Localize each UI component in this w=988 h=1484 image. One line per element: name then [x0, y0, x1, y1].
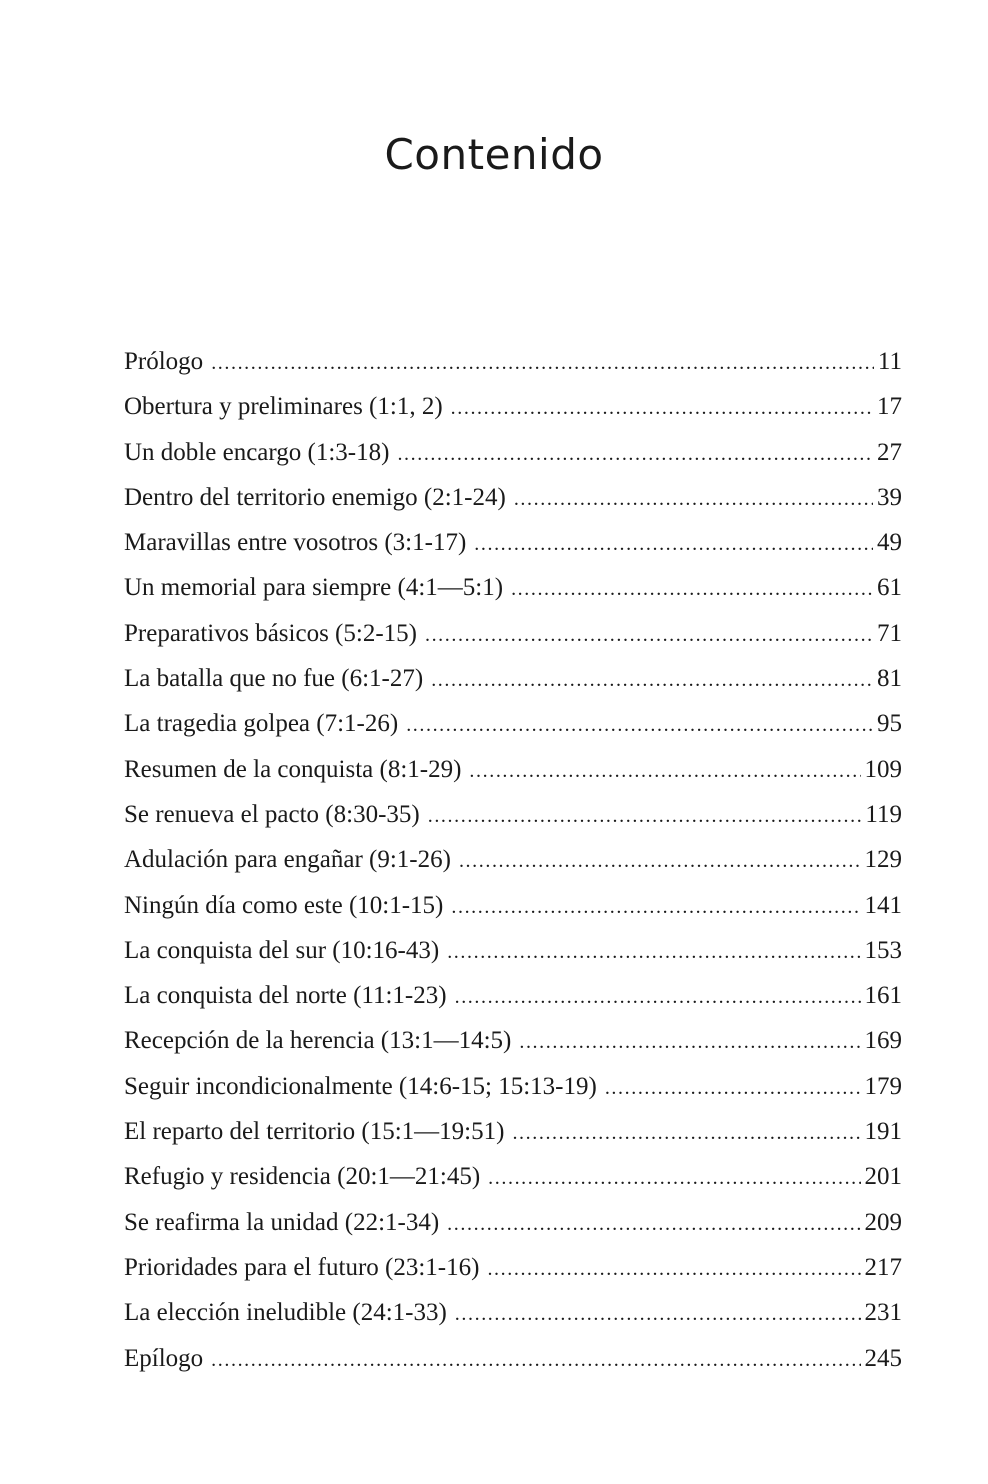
toc-entry-page: 109	[864, 755, 902, 783]
toc-entry-page: 179	[864, 1072, 902, 1100]
toc-entry-page: 71	[877, 619, 902, 647]
dot-leader	[451, 386, 873, 431]
toc-entry-page: 201	[864, 1163, 902, 1191]
dot-leader	[469, 749, 860, 794]
toc-entry	[124, 973, 902, 1018]
dot-leader	[451, 885, 860, 930]
toc-entry-page: 81	[877, 665, 902, 693]
toc-entry-page: 161	[864, 982, 902, 1010]
toc-entry	[124, 928, 902, 973]
toc-entry-page: 11	[877, 348, 902, 375]
toc-entry	[124, 792, 902, 837]
dot-leader	[447, 1202, 860, 1247]
toc-entry-title: Ningún día como este (10:1-15)	[124, 891, 444, 919]
toc-entry-title: Un doble encargo (1:3-18)	[124, 438, 390, 466]
toc-entry-title: Preparativos básicos (5:2-15)	[124, 619, 417, 647]
dot-leader	[605, 1066, 861, 1111]
table-of-contents	[124, 339, 902, 1381]
toc-entry-page: 61	[877, 574, 902, 602]
toc-entry	[124, 611, 902, 656]
dot-leader	[459, 839, 861, 884]
dot-leader	[428, 794, 862, 839]
toc-entry	[124, 1200, 902, 1245]
toc-entry-title: Un memorial para siempre (4:1—5:1)	[124, 574, 504, 602]
toc-entry-title: Recepción de la herencia (13:1—14:5)	[124, 1027, 512, 1055]
toc-entry	[124, 339, 902, 384]
toc-entry	[124, 837, 902, 882]
toc-entry-page: 245	[864, 1344, 902, 1372]
toc-entry-page: 169	[864, 1027, 902, 1055]
toc-entry-title: La batalla que no fue (6:1-27)	[124, 665, 424, 693]
dot-leader	[514, 477, 873, 522]
toc-entry	[124, 656, 902, 701]
toc-entry-title: El reparto del territorio (15:1—19:51)	[124, 1118, 505, 1146]
toc-entry-title: La conquista del sur (10:16-43)	[124, 936, 440, 964]
toc-entry-title: Resumen de la conquista (8:1-29)	[124, 755, 462, 783]
dot-leader	[455, 1292, 861, 1337]
toc-entry	[124, 520, 902, 565]
toc-entry	[124, 1154, 902, 1199]
toc-entry-title: Se reafirma la unidad (22:1-34)	[124, 1208, 440, 1236]
toc-entry-title: Se renueva el pacto (8:30-35)	[124, 800, 420, 828]
toc-entry-title: Refugio y residencia (20:1—21:45)	[124, 1163, 481, 1191]
dot-leader	[447, 930, 860, 975]
toc-entry-title: Maravillas entre vosotros (3:1-17)	[124, 529, 467, 557]
dot-leader	[455, 975, 861, 1020]
toc-entry-page: 27	[877, 438, 902, 466]
dot-leader	[519, 1020, 860, 1065]
toc-entry	[124, 1245, 902, 1290]
toc-entry-title: Dentro del territorio enemigo (2:1-24)	[124, 483, 506, 511]
dot-leader	[211, 341, 874, 386]
toc-entry-title: Adulación para engañar (9:1-26)	[124, 846, 451, 874]
toc-entry-page: 209	[864, 1208, 902, 1236]
toc-entry-page: 17	[877, 393, 902, 421]
toc-entry	[124, 1109, 902, 1154]
toc-entry-page: 153	[864, 936, 902, 964]
dot-leader	[512, 1111, 860, 1156]
toc-entry	[124, 1064, 902, 1109]
toc-entry-page: 141	[864, 891, 902, 919]
toc-entry-page: 191	[864, 1118, 902, 1146]
toc-entry	[124, 384, 902, 429]
toc-entry	[124, 1018, 902, 1063]
toc-entry	[124, 430, 902, 475]
toc-entry-title: Prólogo	[124, 348, 204, 375]
toc-entry-page: 39	[877, 483, 902, 511]
toc-entry	[124, 701, 902, 746]
toc-entry	[124, 1290, 902, 1335]
dot-leader	[425, 613, 873, 658]
toc-entry-page: 231	[864, 1299, 902, 1327]
dot-leader	[487, 1247, 860, 1292]
toc-entry-title: Epílogo	[124, 1344, 204, 1372]
dot-leader	[488, 1156, 860, 1201]
toc-entry-page: 49	[877, 529, 902, 557]
toc-entry-page: 119	[865, 800, 902, 828]
dot-leader	[431, 658, 873, 703]
dot-leader	[397, 432, 873, 477]
toc-entry	[124, 883, 902, 928]
toc-entry-title: La conquista del norte (11:1-23)	[124, 982, 447, 1010]
dot-leader	[211, 1338, 860, 1383]
toc-entry	[124, 747, 902, 792]
toc-entry-title: La tragedia golpea (7:1-26)	[124, 710, 399, 738]
toc-entry-title: Seguir incondicionalmente (14:6-15; 15:13-19)	[124, 1072, 597, 1100]
dot-leader	[511, 567, 873, 612]
toc-entry-page: 95	[877, 710, 902, 738]
toc-entry-title: Prioridades para el futuro (23:1-16)	[124, 1253, 480, 1281]
toc-entry-page: 129	[864, 846, 902, 874]
page-title: Contenido	[384, 130, 604, 179]
toc-entry	[124, 475, 902, 520]
toc-entry-title: Obertura y preliminares (1:1, 2)	[124, 393, 443, 421]
toc-entry-title: La elección ineludible (24:1-33)	[124, 1299, 447, 1327]
toc-entry-page: 217	[864, 1253, 902, 1281]
dot-leader	[474, 522, 873, 567]
toc-entry	[124, 1336, 902, 1381]
toc-entry	[124, 565, 902, 610]
dot-leader	[406, 703, 873, 748]
